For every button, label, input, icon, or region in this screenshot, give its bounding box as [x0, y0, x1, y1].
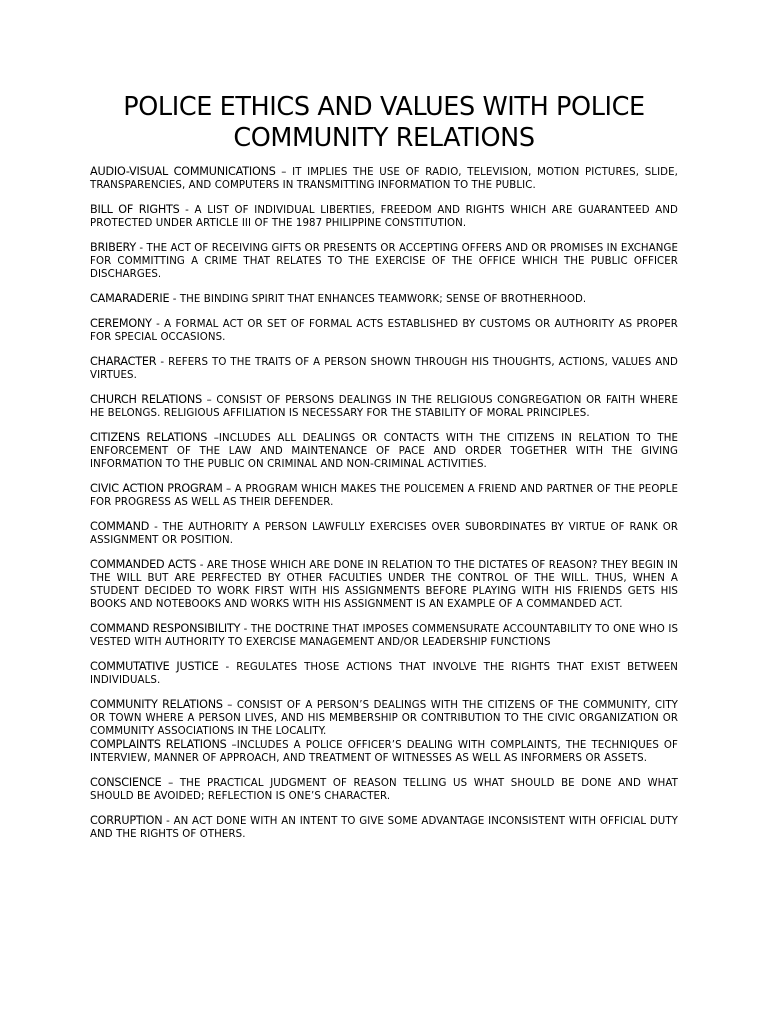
entry-separator: – — [161, 778, 180, 789]
entry-separator: - — [135, 243, 147, 254]
entry-term: BRIBERY — [90, 241, 136, 254]
entry-definition: AN ACT DONE WITH AN INTENT TO GIVE SOME ADVANTAGE INCONSISTENT WITH OFFICIAL DUTY AND THE RIGHTS OF OTHERS. — [90, 816, 678, 840]
entry-term: COMMANDED ACTS — [90, 558, 197, 571]
glossary-entry-audio-visual — [90, 165, 678, 192]
entry-term: COMPLAINTS RELATIONS — [90, 738, 227, 751]
glossary-entry-corruption — [90, 814, 678, 841]
glossary-entry-complaints-relations — [90, 738, 678, 765]
title-line-2: COMMUNITY RELATIONS — [233, 123, 535, 153]
entry-separator: – — [226, 740, 237, 751]
glossary-entry-commutative-justice — [90, 660, 678, 687]
entry-term: COMMAND — [90, 520, 150, 533]
entry-separator: – — [275, 167, 293, 178]
glossary-entry-bribery — [90, 241, 678, 281]
glossary-entry-church-relations — [90, 393, 678, 420]
entry-definition: IT IMPLIES THE USE OF RADIO, TELEVISION, MOTION PICTURES, SLIDE, TRANSPARENCIES, AND COMPUTERS IN TRANSMITTING INFORMATION TO THE PUBLIC. — [90, 167, 678, 191]
glossary-entry-civic-action-program — [90, 482, 678, 509]
entry-separator: - — [156, 357, 169, 368]
entry-separator: - — [169, 294, 180, 305]
glossary-entry-camaraderie — [90, 292, 678, 306]
glossary-entry-ceremony — [90, 317, 678, 344]
entry-term: AUDIO-VISUAL COMMUNICATIONS — [90, 165, 276, 178]
entry-separator: - — [179, 205, 195, 216]
entry-term: CORRUPTION — [90, 814, 163, 827]
glossary-entry-conscience — [90, 776, 678, 803]
entry-definition: THE ACT OF RECEIVING GIFTS OR PRESENTS OR ACCEPTING OFFERS AND OR PROMISES IN EXCHANGE FOR COMMITTING A CRIME THAT RELATES TO THE EXERCISE OF THE OFFICE WHICH THE PUBLIC OFFICER DISCHARGES. — [90, 243, 679, 280]
entry-separator: - — [149, 522, 163, 533]
entry-separator: - — [196, 560, 207, 571]
entry-separator: - — [240, 624, 251, 635]
entry-term: COMMUNITY RELATIONS — [90, 698, 223, 711]
glossary-entry-community-relations — [90, 698, 678, 738]
entry-separator: - — [162, 816, 174, 827]
entry-term: CITIZENS RELATIONS — [90, 431, 208, 444]
entry-term: BILL OF RIGHTS — [90, 203, 180, 216]
glossary-entry-character — [90, 355, 678, 382]
entry-separator: – — [201, 395, 217, 406]
glossary-entry-command — [90, 520, 678, 547]
entry-term: CEREMONY — [90, 317, 152, 330]
entry-term: CIVIC ACTION PROGRAM — [90, 482, 223, 495]
glossary-entry-command-responsibility — [90, 622, 678, 649]
entry-definition: THE BINDING SPIRIT THAT ENHANCES TEAMWORK; SENSE OF BROTHERHOOD. — [179, 294, 587, 305]
glossary-entry-bill-of-rights — [90, 203, 678, 230]
entry-separator: – — [222, 484, 235, 495]
entry-definition: CONSIST OF A PERSON’S DEALINGS WITH THE CITIZENS OF THE COMMUNITY, CITY OR TOWN WHERE A PERSON LIVES, AND HIS MEMBERSHIP OR CONTRIBUTION TO THE CIVIC ORGANIZATION OR COMMUNITY ASSOCIATIONS IN THE LOCALITY. — [90, 700, 679, 737]
entry-term: CONSCIENCE — [90, 776, 162, 789]
entry-definition: A LIST OF INDIVIDUAL LIBERTIES, FREEDOM AND RIGHTS WHICH ARE GUARANTEED AND PROTECTED UNDER ARTICLE III OF THE 1987 PHILIPPINE CONSTITUTION. — [90, 205, 679, 229]
entry-separator: – — [207, 433, 219, 444]
entry-term: CHARACTER — [90, 355, 157, 368]
entry-separator: - — [218, 662, 237, 673]
entry-term: CHURCH RELATIONS — [90, 393, 202, 406]
entry-definition: A PROGRAM WHICH MAKES THE POLICEMEN A FRIEND AND PARTNER OF THE PEOPLE FOR PROGRESS AS WELL AS THEIR DEFENDER. — [90, 484, 679, 508]
title-line-1: POLICE ETHICS AND VALUES WITH POLICE — [123, 92, 645, 122]
entry-separator: – — [222, 700, 237, 711]
entry-definition: REFERS TO THE TRAITS OF A PERSON SHOWN THROUGH HIS THOUGHTS, ACTIONS, VALUES AND VIRTUES. — [90, 357, 678, 381]
entry-definition: THE AUTHORITY A PERSON LAWFULLY EXERCISES OVER SUBORDINATES BY VIRTUE OF RANK OR ASSIGNMENT OR POSITION. — [90, 522, 679, 546]
entry-definition: INCLUDES A POLICE OFFICER’S DEALING WITH COMPLAINTS, THE TECHNIQUES OF INTERVIEW, MANNER OF APPROACH, AND TREATMENT OF WITNESSES AS WELL AS INFORMERS OR ASSETS. — [90, 740, 678, 764]
entry-term: CAMARADERIE — [90, 292, 170, 305]
entry-term: COMMAND RESPONSIBILITY — [90, 622, 241, 635]
entry-definition: CONSIST OF PERSONS DEALINGS IN THE RELIGIOUS CONGREGATION OR FAITH WHERE HE BELONGS. RELIGIOUS AFFILIATION IS NECESSARY FOR THE STABILITY OF MORAL PRINCIPLES. — [90, 395, 678, 419]
entry-definition: THE DOCTRINE THAT IMPOSES COMMENSURATE ACCOUNTABILITY TO ONE WHO IS VESTED WITH AUTHORITY TO EXERCISE MANAGEMENT AND/OR LEADERSHIP FUNCTIONS — [90, 624, 679, 648]
entry-definition: A FORMAL ACT OR SET OF FORMAL ACTS ESTABLISHED BY CUSTOMS OR AUTHORITY AS PROPER FOR SPECIAL OCCASIONS. — [90, 319, 678, 343]
page-title — [90, 92, 678, 154]
entry-definition: INCLUDES ALL DEALINGS OR CONTACTS WITH THE CITIZENS IN RELATION TO THE ENFORCEMENT OF THE LAW AND MAINTENANCE OF PACE AND ORDER TOGETHER WITH THE GIVING INFORMATION TO THE PUBLIC ON CRIMINAL AND NON-CRIMINAL ACTIVITIES. — [90, 433, 678, 470]
glossary-entry-citizens-relations — [90, 431, 678, 471]
entry-definition: ARE THOSE WHICH ARE DONE IN RELATION TO THE DICTATES OF REASON? THEY BEGIN IN THE WILL BUT ARE PERFECTED BY OTHER FACULTIES UNDER THE CONTROL OF THE WILL. THUS, WHEN A STUDENT DECIDED TO WORK FIRST WITH HIS ASSIGNMENTS BEFORE PLAYING WITH HIS FRIENDS GETS HIS BOOKS AND NOTEBOOKS AND WORKS WITH HIS ASSIGNMENT IS AN EXAMPLE OF A COMMANDED ACT. — [90, 560, 679, 610]
entry-definition: REGULATES THOSE ACTIONS THAT INVOLVE THE RIGHTS THAT EXIST BETWEEN INDIVIDUALS. — [90, 662, 678, 686]
entry-separator: - — [151, 319, 165, 330]
glossary-list — [90, 165, 678, 841]
glossary-entry-commanded-acts — [90, 558, 678, 611]
entry-definition: THE PRACTICAL JUDGMENT OF REASON TELLING US WHAT SHOULD BE DONE AND WHAT SHOULD BE AVOIDED; REFLECTION IS ONE’S CHARACTER. — [90, 778, 678, 802]
entry-term: COMMUTATIVE JUSTICE — [90, 660, 219, 673]
